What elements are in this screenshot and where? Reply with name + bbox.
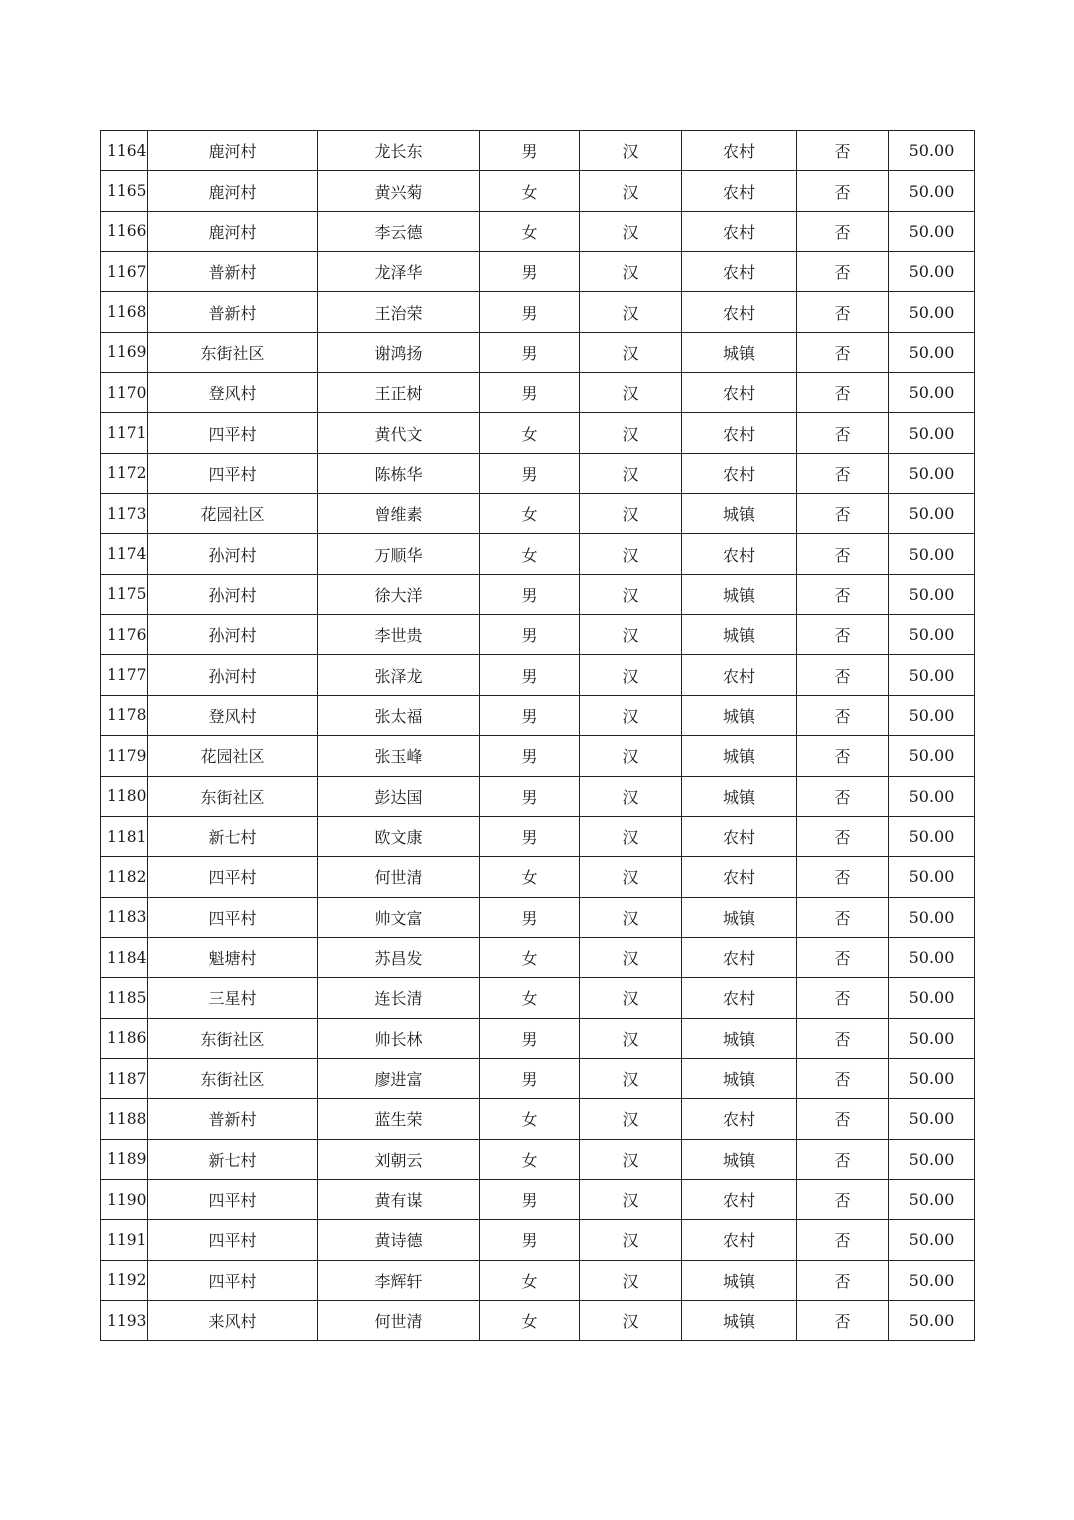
person-name-cell: 帅文富 bbox=[318, 897, 480, 937]
table-row bbox=[101, 1220, 975, 1260]
gender-cell: 男 bbox=[480, 776, 580, 816]
gender-cell: 女 bbox=[480, 857, 580, 897]
ethnicity-cell: 汉 bbox=[580, 937, 682, 977]
flag-cell: 否 bbox=[797, 252, 889, 292]
village-cell: 普新村 bbox=[148, 1099, 318, 1139]
row-number-cell: 1182 bbox=[101, 857, 148, 897]
person-name-cell: 万顺华 bbox=[318, 534, 480, 574]
flag-cell: 否 bbox=[797, 816, 889, 856]
flag-cell: 否 bbox=[797, 332, 889, 372]
residence-type-cell: 城镇 bbox=[682, 332, 797, 372]
person-name-cell: 王治荣 bbox=[318, 292, 480, 332]
person-name-cell: 何世清 bbox=[318, 857, 480, 897]
row-number-cell: 1173 bbox=[101, 494, 148, 534]
person-name-cell: 彭达国 bbox=[318, 776, 480, 816]
flag-cell: 否 bbox=[797, 171, 889, 211]
gender-cell: 女 bbox=[480, 413, 580, 453]
amount-cell: 50.00 bbox=[889, 816, 975, 856]
residence-type-cell: 农村 bbox=[682, 978, 797, 1018]
flag-cell: 否 bbox=[797, 615, 889, 655]
ethnicity-cell: 汉 bbox=[580, 695, 682, 735]
ethnicity-cell: 汉 bbox=[580, 574, 682, 614]
village-cell: 东街社区 bbox=[148, 1018, 318, 1058]
roster-table-body bbox=[101, 131, 975, 1341]
row-number-cell: 1191 bbox=[101, 1220, 148, 1260]
residence-type-cell: 城镇 bbox=[682, 1300, 797, 1340]
flag-cell: 否 bbox=[797, 211, 889, 251]
gender-cell: 女 bbox=[480, 211, 580, 251]
residence-type-cell: 农村 bbox=[682, 937, 797, 977]
amount-cell: 50.00 bbox=[889, 857, 975, 897]
row-number-cell: 1172 bbox=[101, 453, 148, 493]
person-name-cell: 张泽龙 bbox=[318, 655, 480, 695]
ethnicity-cell: 汉 bbox=[580, 1220, 682, 1260]
amount-cell: 50.00 bbox=[889, 413, 975, 453]
amount-cell: 50.00 bbox=[889, 211, 975, 251]
village-cell: 四平村 bbox=[148, 413, 318, 453]
ethnicity-cell: 汉 bbox=[580, 171, 682, 211]
ethnicity-cell: 汉 bbox=[580, 413, 682, 453]
table-row bbox=[101, 816, 975, 856]
person-name-cell: 龙泽华 bbox=[318, 252, 480, 292]
ethnicity-cell: 汉 bbox=[580, 1260, 682, 1300]
table-row bbox=[101, 1179, 975, 1219]
ethnicity-cell: 汉 bbox=[580, 816, 682, 856]
village-cell: 普新村 bbox=[148, 252, 318, 292]
table-row bbox=[101, 494, 975, 534]
gender-cell: 男 bbox=[480, 897, 580, 937]
ethnicity-cell: 汉 bbox=[580, 453, 682, 493]
residence-type-cell: 城镇 bbox=[682, 1058, 797, 1098]
person-name-cell: 连长清 bbox=[318, 978, 480, 1018]
gender-cell: 男 bbox=[480, 1179, 580, 1219]
ethnicity-cell: 汉 bbox=[580, 1018, 682, 1058]
table-row bbox=[101, 1058, 975, 1098]
flag-cell: 否 bbox=[797, 776, 889, 816]
table-row bbox=[101, 131, 975, 171]
village-cell: 花园社区 bbox=[148, 494, 318, 534]
ethnicity-cell: 汉 bbox=[580, 615, 682, 655]
village-cell: 来风村 bbox=[148, 1300, 318, 1340]
row-number-cell: 1184 bbox=[101, 937, 148, 977]
table-row bbox=[101, 736, 975, 776]
table-row bbox=[101, 332, 975, 372]
village-cell: 鹿河村 bbox=[148, 211, 318, 251]
gender-cell: 男 bbox=[480, 1220, 580, 1260]
row-number-cell: 1183 bbox=[101, 897, 148, 937]
flag-cell: 否 bbox=[797, 1300, 889, 1340]
row-number-cell: 1186 bbox=[101, 1018, 148, 1058]
ethnicity-cell: 汉 bbox=[580, 1099, 682, 1139]
row-number-cell: 1170 bbox=[101, 373, 148, 413]
ethnicity-cell: 汉 bbox=[580, 131, 682, 171]
village-cell: 东街社区 bbox=[148, 776, 318, 816]
residence-type-cell: 农村 bbox=[682, 211, 797, 251]
village-cell: 四平村 bbox=[148, 1179, 318, 1219]
ethnicity-cell: 汉 bbox=[580, 1300, 682, 1340]
village-cell: 花园社区 bbox=[148, 736, 318, 776]
flag-cell: 否 bbox=[797, 373, 889, 413]
ethnicity-cell: 汉 bbox=[580, 494, 682, 534]
table-row bbox=[101, 211, 975, 251]
residence-type-cell: 农村 bbox=[682, 1179, 797, 1219]
row-number-cell: 1180 bbox=[101, 776, 148, 816]
person-name-cell: 李辉轩 bbox=[318, 1260, 480, 1300]
ethnicity-cell: 汉 bbox=[580, 978, 682, 1018]
table-row bbox=[101, 252, 975, 292]
person-name-cell: 龙长东 bbox=[318, 131, 480, 171]
table-row bbox=[101, 413, 975, 453]
flag-cell: 否 bbox=[797, 736, 889, 776]
row-number-cell: 1177 bbox=[101, 655, 148, 695]
person-name-cell: 黄代文 bbox=[318, 413, 480, 453]
amount-cell: 50.00 bbox=[889, 171, 975, 211]
flag-cell: 否 bbox=[797, 453, 889, 493]
amount-cell: 50.00 bbox=[889, 1220, 975, 1260]
row-number-cell: 1190 bbox=[101, 1179, 148, 1219]
village-cell: 孙河村 bbox=[148, 615, 318, 655]
table-row bbox=[101, 1300, 975, 1340]
flag-cell: 否 bbox=[797, 978, 889, 1018]
person-name-cell: 帅长林 bbox=[318, 1018, 480, 1058]
table-row bbox=[101, 1139, 975, 1179]
village-cell: 四平村 bbox=[148, 1260, 318, 1300]
village-cell: 四平村 bbox=[148, 453, 318, 493]
person-name-cell: 黄诗德 bbox=[318, 1220, 480, 1260]
amount-cell: 50.00 bbox=[889, 494, 975, 534]
flag-cell: 否 bbox=[797, 131, 889, 171]
table-row bbox=[101, 1099, 975, 1139]
roster-table bbox=[100, 130, 975, 1341]
amount-cell: 50.00 bbox=[889, 655, 975, 695]
flag-cell: 否 bbox=[797, 1260, 889, 1300]
row-number-cell: 1167 bbox=[101, 252, 148, 292]
amount-cell: 50.00 bbox=[889, 131, 975, 171]
residence-type-cell: 农村 bbox=[682, 171, 797, 211]
flag-cell: 否 bbox=[797, 897, 889, 937]
amount-cell: 50.00 bbox=[889, 695, 975, 735]
residence-type-cell: 城镇 bbox=[682, 736, 797, 776]
ethnicity-cell: 汉 bbox=[580, 292, 682, 332]
residence-type-cell: 农村 bbox=[682, 453, 797, 493]
table-row bbox=[101, 776, 975, 816]
ethnicity-cell: 汉 bbox=[580, 776, 682, 816]
village-cell: 新七村 bbox=[148, 816, 318, 856]
row-number-cell: 1166 bbox=[101, 211, 148, 251]
person-name-cell: 李世贵 bbox=[318, 615, 480, 655]
residence-type-cell: 农村 bbox=[682, 131, 797, 171]
table-row bbox=[101, 1260, 975, 1300]
residence-type-cell: 城镇 bbox=[682, 695, 797, 735]
ethnicity-cell: 汉 bbox=[580, 373, 682, 413]
gender-cell: 男 bbox=[480, 292, 580, 332]
person-name-cell: 黄有谋 bbox=[318, 1179, 480, 1219]
flag-cell: 否 bbox=[797, 655, 889, 695]
table-row bbox=[101, 292, 975, 332]
gender-cell: 女 bbox=[480, 937, 580, 977]
amount-cell: 50.00 bbox=[889, 937, 975, 977]
residence-type-cell: 农村 bbox=[682, 1220, 797, 1260]
flag-cell: 否 bbox=[797, 1099, 889, 1139]
amount-cell: 50.00 bbox=[889, 332, 975, 372]
row-number-cell: 1168 bbox=[101, 292, 148, 332]
row-number-cell: 1181 bbox=[101, 816, 148, 856]
village-cell: 东街社区 bbox=[148, 1058, 318, 1098]
ethnicity-cell: 汉 bbox=[580, 211, 682, 251]
table-row bbox=[101, 897, 975, 937]
ethnicity-cell: 汉 bbox=[580, 332, 682, 372]
table-row bbox=[101, 171, 975, 211]
row-number-cell: 1188 bbox=[101, 1099, 148, 1139]
gender-cell: 男 bbox=[480, 332, 580, 372]
person-name-cell: 陈栋华 bbox=[318, 453, 480, 493]
flag-cell: 否 bbox=[797, 494, 889, 534]
village-cell: 四平村 bbox=[148, 1220, 318, 1260]
residence-type-cell: 城镇 bbox=[682, 574, 797, 614]
person-name-cell: 刘朝云 bbox=[318, 1139, 480, 1179]
person-name-cell: 欧文康 bbox=[318, 816, 480, 856]
flag-cell: 否 bbox=[797, 292, 889, 332]
gender-cell: 男 bbox=[480, 131, 580, 171]
village-cell: 孙河村 bbox=[148, 574, 318, 614]
ethnicity-cell: 汉 bbox=[580, 1179, 682, 1219]
amount-cell: 50.00 bbox=[889, 1058, 975, 1098]
table-row bbox=[101, 978, 975, 1018]
gender-cell: 男 bbox=[480, 655, 580, 695]
gender-cell: 男 bbox=[480, 695, 580, 735]
row-number-cell: 1179 bbox=[101, 736, 148, 776]
table-row bbox=[101, 373, 975, 413]
row-number-cell: 1176 bbox=[101, 615, 148, 655]
row-number-cell: 1171 bbox=[101, 413, 148, 453]
flag-cell: 否 bbox=[797, 1018, 889, 1058]
row-number-cell: 1165 bbox=[101, 171, 148, 211]
residence-type-cell: 城镇 bbox=[682, 776, 797, 816]
village-cell: 鹿河村 bbox=[148, 171, 318, 211]
person-name-cell: 徐大洋 bbox=[318, 574, 480, 614]
gender-cell: 男 bbox=[480, 1058, 580, 1098]
gender-cell: 女 bbox=[480, 534, 580, 574]
gender-cell: 男 bbox=[480, 373, 580, 413]
flag-cell: 否 bbox=[797, 1058, 889, 1098]
flag-cell: 否 bbox=[797, 1220, 889, 1260]
row-number-cell: 1187 bbox=[101, 1058, 148, 1098]
person-name-cell: 李云德 bbox=[318, 211, 480, 251]
table-row bbox=[101, 1018, 975, 1058]
amount-cell: 50.00 bbox=[889, 1099, 975, 1139]
ethnicity-cell: 汉 bbox=[580, 736, 682, 776]
amount-cell: 50.00 bbox=[889, 897, 975, 937]
gender-cell: 男 bbox=[480, 574, 580, 614]
row-number-cell: 1192 bbox=[101, 1260, 148, 1300]
amount-cell: 50.00 bbox=[889, 1260, 975, 1300]
ethnicity-cell: 汉 bbox=[580, 655, 682, 695]
village-cell: 孙河村 bbox=[148, 534, 318, 574]
village-cell: 鹿河村 bbox=[148, 131, 318, 171]
table-row bbox=[101, 695, 975, 735]
person-name-cell: 廖进富 bbox=[318, 1058, 480, 1098]
gender-cell: 男 bbox=[480, 252, 580, 292]
residence-type-cell: 农村 bbox=[682, 373, 797, 413]
residence-type-cell: 农村 bbox=[682, 816, 797, 856]
flag-cell: 否 bbox=[797, 534, 889, 574]
amount-cell: 50.00 bbox=[889, 776, 975, 816]
row-number-cell: 1189 bbox=[101, 1139, 148, 1179]
gender-cell: 女 bbox=[480, 1300, 580, 1340]
row-number-cell: 1169 bbox=[101, 332, 148, 372]
residence-type-cell: 城镇 bbox=[682, 494, 797, 534]
flag-cell: 否 bbox=[797, 1139, 889, 1179]
person-name-cell: 黄兴菊 bbox=[318, 171, 480, 211]
gender-cell: 女 bbox=[480, 171, 580, 211]
amount-cell: 50.00 bbox=[889, 252, 975, 292]
amount-cell: 50.00 bbox=[889, 736, 975, 776]
residence-type-cell: 城镇 bbox=[682, 897, 797, 937]
row-number-cell: 1175 bbox=[101, 574, 148, 614]
residence-type-cell: 农村 bbox=[682, 413, 797, 453]
residence-type-cell: 城镇 bbox=[682, 1018, 797, 1058]
person-name-cell: 王正树 bbox=[318, 373, 480, 413]
amount-cell: 50.00 bbox=[889, 1018, 975, 1058]
village-cell: 普新村 bbox=[148, 292, 318, 332]
ethnicity-cell: 汉 bbox=[580, 252, 682, 292]
village-cell: 四平村 bbox=[148, 897, 318, 937]
person-name-cell: 何世清 bbox=[318, 1300, 480, 1340]
village-cell: 登风村 bbox=[148, 373, 318, 413]
row-number-cell: 1164 bbox=[101, 131, 148, 171]
village-cell: 登风村 bbox=[148, 695, 318, 735]
row-number-cell: 1174 bbox=[101, 534, 148, 574]
ethnicity-cell: 汉 bbox=[580, 897, 682, 937]
table-row bbox=[101, 574, 975, 614]
table-row bbox=[101, 655, 975, 695]
ethnicity-cell: 汉 bbox=[580, 857, 682, 897]
village-cell: 三星村 bbox=[148, 978, 318, 1018]
flag-cell: 否 bbox=[797, 574, 889, 614]
flag-cell: 否 bbox=[797, 695, 889, 735]
ethnicity-cell: 汉 bbox=[580, 1058, 682, 1098]
amount-cell: 50.00 bbox=[889, 978, 975, 1018]
gender-cell: 男 bbox=[480, 453, 580, 493]
gender-cell: 女 bbox=[480, 1139, 580, 1179]
residence-type-cell: 农村 bbox=[682, 292, 797, 332]
gender-cell: 男 bbox=[480, 615, 580, 655]
amount-cell: 50.00 bbox=[889, 534, 975, 574]
table-row bbox=[101, 937, 975, 977]
gender-cell: 男 bbox=[480, 1018, 580, 1058]
village-cell: 四平村 bbox=[148, 857, 318, 897]
gender-cell: 男 bbox=[480, 736, 580, 776]
village-cell: 孙河村 bbox=[148, 655, 318, 695]
flag-cell: 否 bbox=[797, 937, 889, 977]
village-cell: 新七村 bbox=[148, 1139, 318, 1179]
amount-cell: 50.00 bbox=[889, 292, 975, 332]
table-row bbox=[101, 857, 975, 897]
amount-cell: 50.00 bbox=[889, 574, 975, 614]
gender-cell: 女 bbox=[480, 1260, 580, 1300]
residence-type-cell: 城镇 bbox=[682, 1260, 797, 1300]
amount-cell: 50.00 bbox=[889, 615, 975, 655]
flag-cell: 否 bbox=[797, 857, 889, 897]
residence-type-cell: 城镇 bbox=[682, 1139, 797, 1179]
ethnicity-cell: 汉 bbox=[580, 1139, 682, 1179]
residence-type-cell: 农村 bbox=[682, 1099, 797, 1139]
residence-type-cell: 城镇 bbox=[682, 615, 797, 655]
village-cell: 魁塘村 bbox=[148, 937, 318, 977]
flag-cell: 否 bbox=[797, 413, 889, 453]
row-number-cell: 1178 bbox=[101, 695, 148, 735]
row-number-cell: 1193 bbox=[101, 1300, 148, 1340]
gender-cell: 男 bbox=[480, 816, 580, 856]
person-name-cell: 张玉峰 bbox=[318, 736, 480, 776]
person-name-cell: 张太福 bbox=[318, 695, 480, 735]
amount-cell: 50.00 bbox=[889, 453, 975, 493]
row-number-cell: 1185 bbox=[101, 978, 148, 1018]
amount-cell: 50.00 bbox=[889, 1300, 975, 1340]
amount-cell: 50.00 bbox=[889, 1179, 975, 1219]
ethnicity-cell: 汉 bbox=[580, 534, 682, 574]
residence-type-cell: 农村 bbox=[682, 655, 797, 695]
table-row bbox=[101, 615, 975, 655]
residence-type-cell: 农村 bbox=[682, 252, 797, 292]
person-name-cell: 谢鸿扬 bbox=[318, 332, 480, 372]
flag-cell: 否 bbox=[797, 1179, 889, 1219]
person-name-cell: 曾维素 bbox=[318, 494, 480, 534]
amount-cell: 50.00 bbox=[889, 1139, 975, 1179]
table-row bbox=[101, 534, 975, 574]
residence-type-cell: 农村 bbox=[682, 857, 797, 897]
gender-cell: 女 bbox=[480, 1099, 580, 1139]
person-name-cell: 苏昌发 bbox=[318, 937, 480, 977]
person-name-cell: 蓝生荣 bbox=[318, 1099, 480, 1139]
village-cell: 东街社区 bbox=[148, 332, 318, 372]
amount-cell: 50.00 bbox=[889, 373, 975, 413]
gender-cell: 女 bbox=[480, 978, 580, 1018]
table-row bbox=[101, 453, 975, 493]
gender-cell: 女 bbox=[480, 494, 580, 534]
residence-type-cell: 农村 bbox=[682, 534, 797, 574]
